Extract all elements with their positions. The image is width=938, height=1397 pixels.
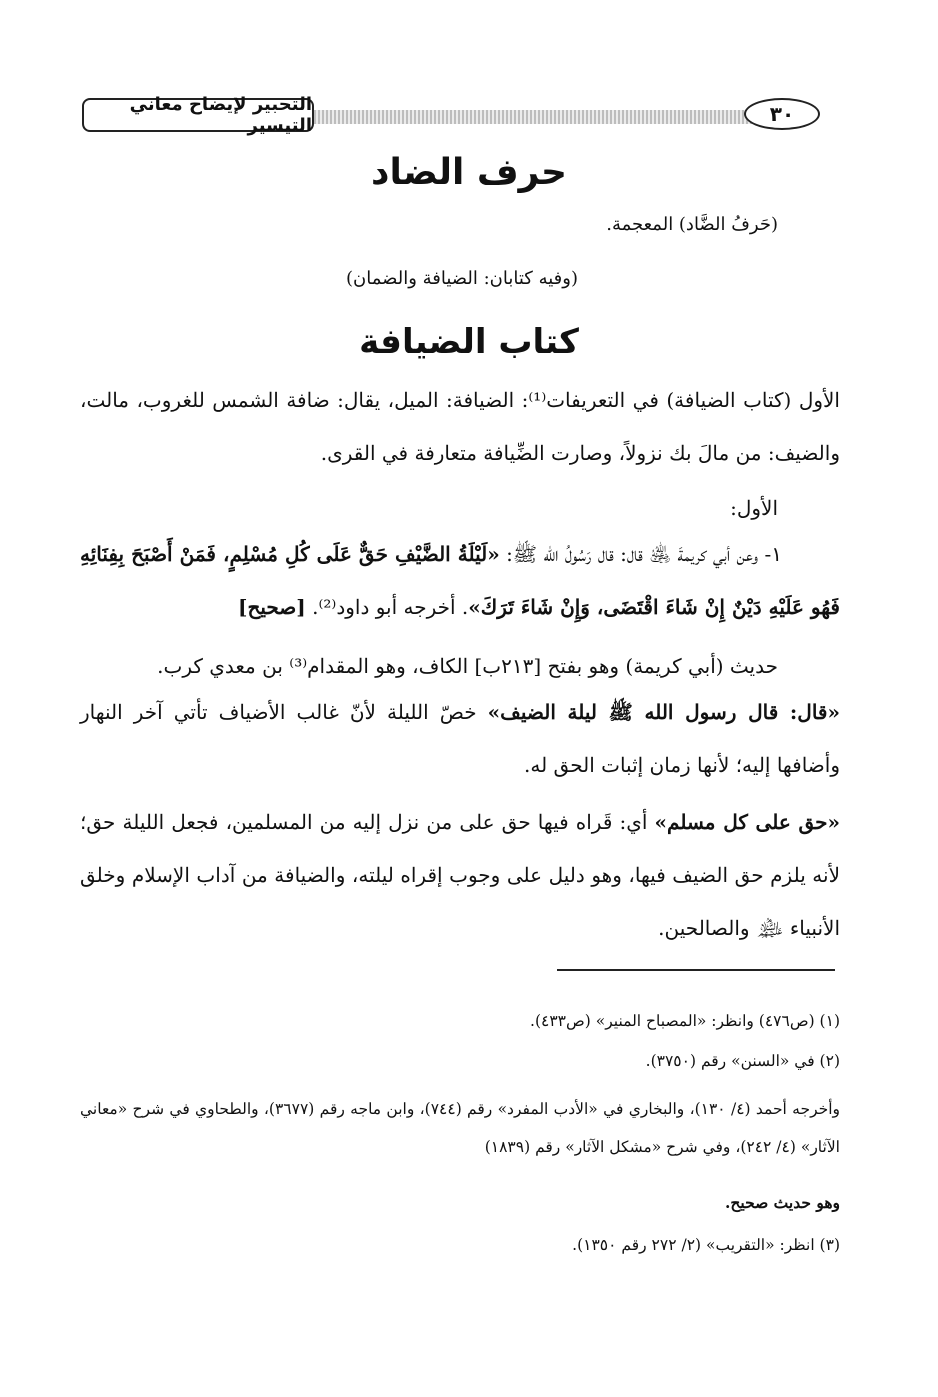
hadith-intro: ١- وعن أبي كريمةَ ﵁ قال: قال رَسُولُ الله ﷺ: xyxy=(499,542,783,566)
footnote-1: (١) (ص٤٧٦) وانظر: «المصباح المنير» (ص٤٣٣). xyxy=(530,1012,840,1030)
hadith-takhrij: . أخرجه أبو داود⁽²⁾. xyxy=(305,595,469,619)
chapter-title: حرف الضاد xyxy=(370,152,567,193)
header-ornament-band xyxy=(314,110,798,124)
section-label: الأول: xyxy=(730,496,778,520)
hadith-grade: [صحيح] xyxy=(237,595,306,619)
hadith-matn: «لَيْلَةُ الضَّيْفِ حَقٌّ عَلَى كُلِ مُسْلِمٍ، فَمَنْ أَصْبَحَ بِفِنَائِهِ فَهُو عَلَيْهِ دَيْنٌ إِنْ شَاءَ اقْتَضَى، وَإِنْ شَاءَ تَرَكَ» xyxy=(80,542,840,619)
commentary-quote-2: «حق على كل مسلم» xyxy=(654,810,840,834)
commentary-paragraph-2 xyxy=(80,796,840,955)
commentary-text-2: أي: قَراه فيها حق على من نزل إليه من المسلمين، فجعل الليلة حق؛ لأنه يلزم حق الضيف فيها، وهو دليل على وجوب إقراه ليلته، والضيافة من آداب الإسلام وخلق الأنبياء ﵈ والصالحين. xyxy=(80,810,840,940)
running-header xyxy=(82,96,834,140)
hadith-paragraph xyxy=(80,528,840,634)
contents-line: (وفيه كتابان: الضيافة والضمان) xyxy=(345,268,578,289)
commentary-quote-1: «قال: قال رسول الله ﷺ ليلة الضيف» xyxy=(487,700,840,724)
footnote-separator xyxy=(557,969,835,971)
footnote-2-continuation: وأخرجه أحمد (٤/ ١٣٠)، والبخاري في «الأدب المفرد» رقم (٧٤٤)، وابن ماجه رقم (٣٦٧٧)، والطحاوي في شرح «معاني الآثار» (٤/ ٢٤٢)، وفي شرح «مشكل الآثار» رقم (١٨٣٩) xyxy=(80,1100,840,1156)
footnote-2: (٢) في «السنن» رقم (٣٧٥٠). xyxy=(645,1052,840,1070)
commentary-text-1: خصّ الليلة لأنّ غالب الأضياف تأتي آخر النهار وأضافها إليه؛ لأنها زمان إثبات الحق له. xyxy=(80,700,840,777)
footnote-3: (٣) انظر: «التقريب» (٢/ ٢٧٢ رقم ١٣٥٠). xyxy=(572,1236,840,1254)
footnote-2-grade: وهو حديث صحيح. xyxy=(725,1193,840,1212)
page-number: ٣٠ xyxy=(744,98,820,130)
definition-paragraph: الأول (كتاب الضيافة) في التعريفات⁽¹⁾: الضيافة: الميل، يقال: ضافة الشمس للغروب، مالت، والضيف: من مالَ بك نزولاً، وصارت الضِّيافة متعارفة في القرى. xyxy=(80,388,840,465)
intro-line: (حَرفُ الضَّاد) المعجمة. xyxy=(606,214,778,235)
narrator-paragraph: حديث (أبي كريمة) وهو بفتح [٢١٣ب] الكاف، وهو المقدام⁽³⁾ بن معدي كرب. xyxy=(157,654,778,678)
book-title: كتاب الضيافة xyxy=(359,322,579,362)
commentary-paragraph-1 xyxy=(80,686,840,792)
book-running-title: التحبير لإيضاح معاني التيسير xyxy=(82,98,314,132)
